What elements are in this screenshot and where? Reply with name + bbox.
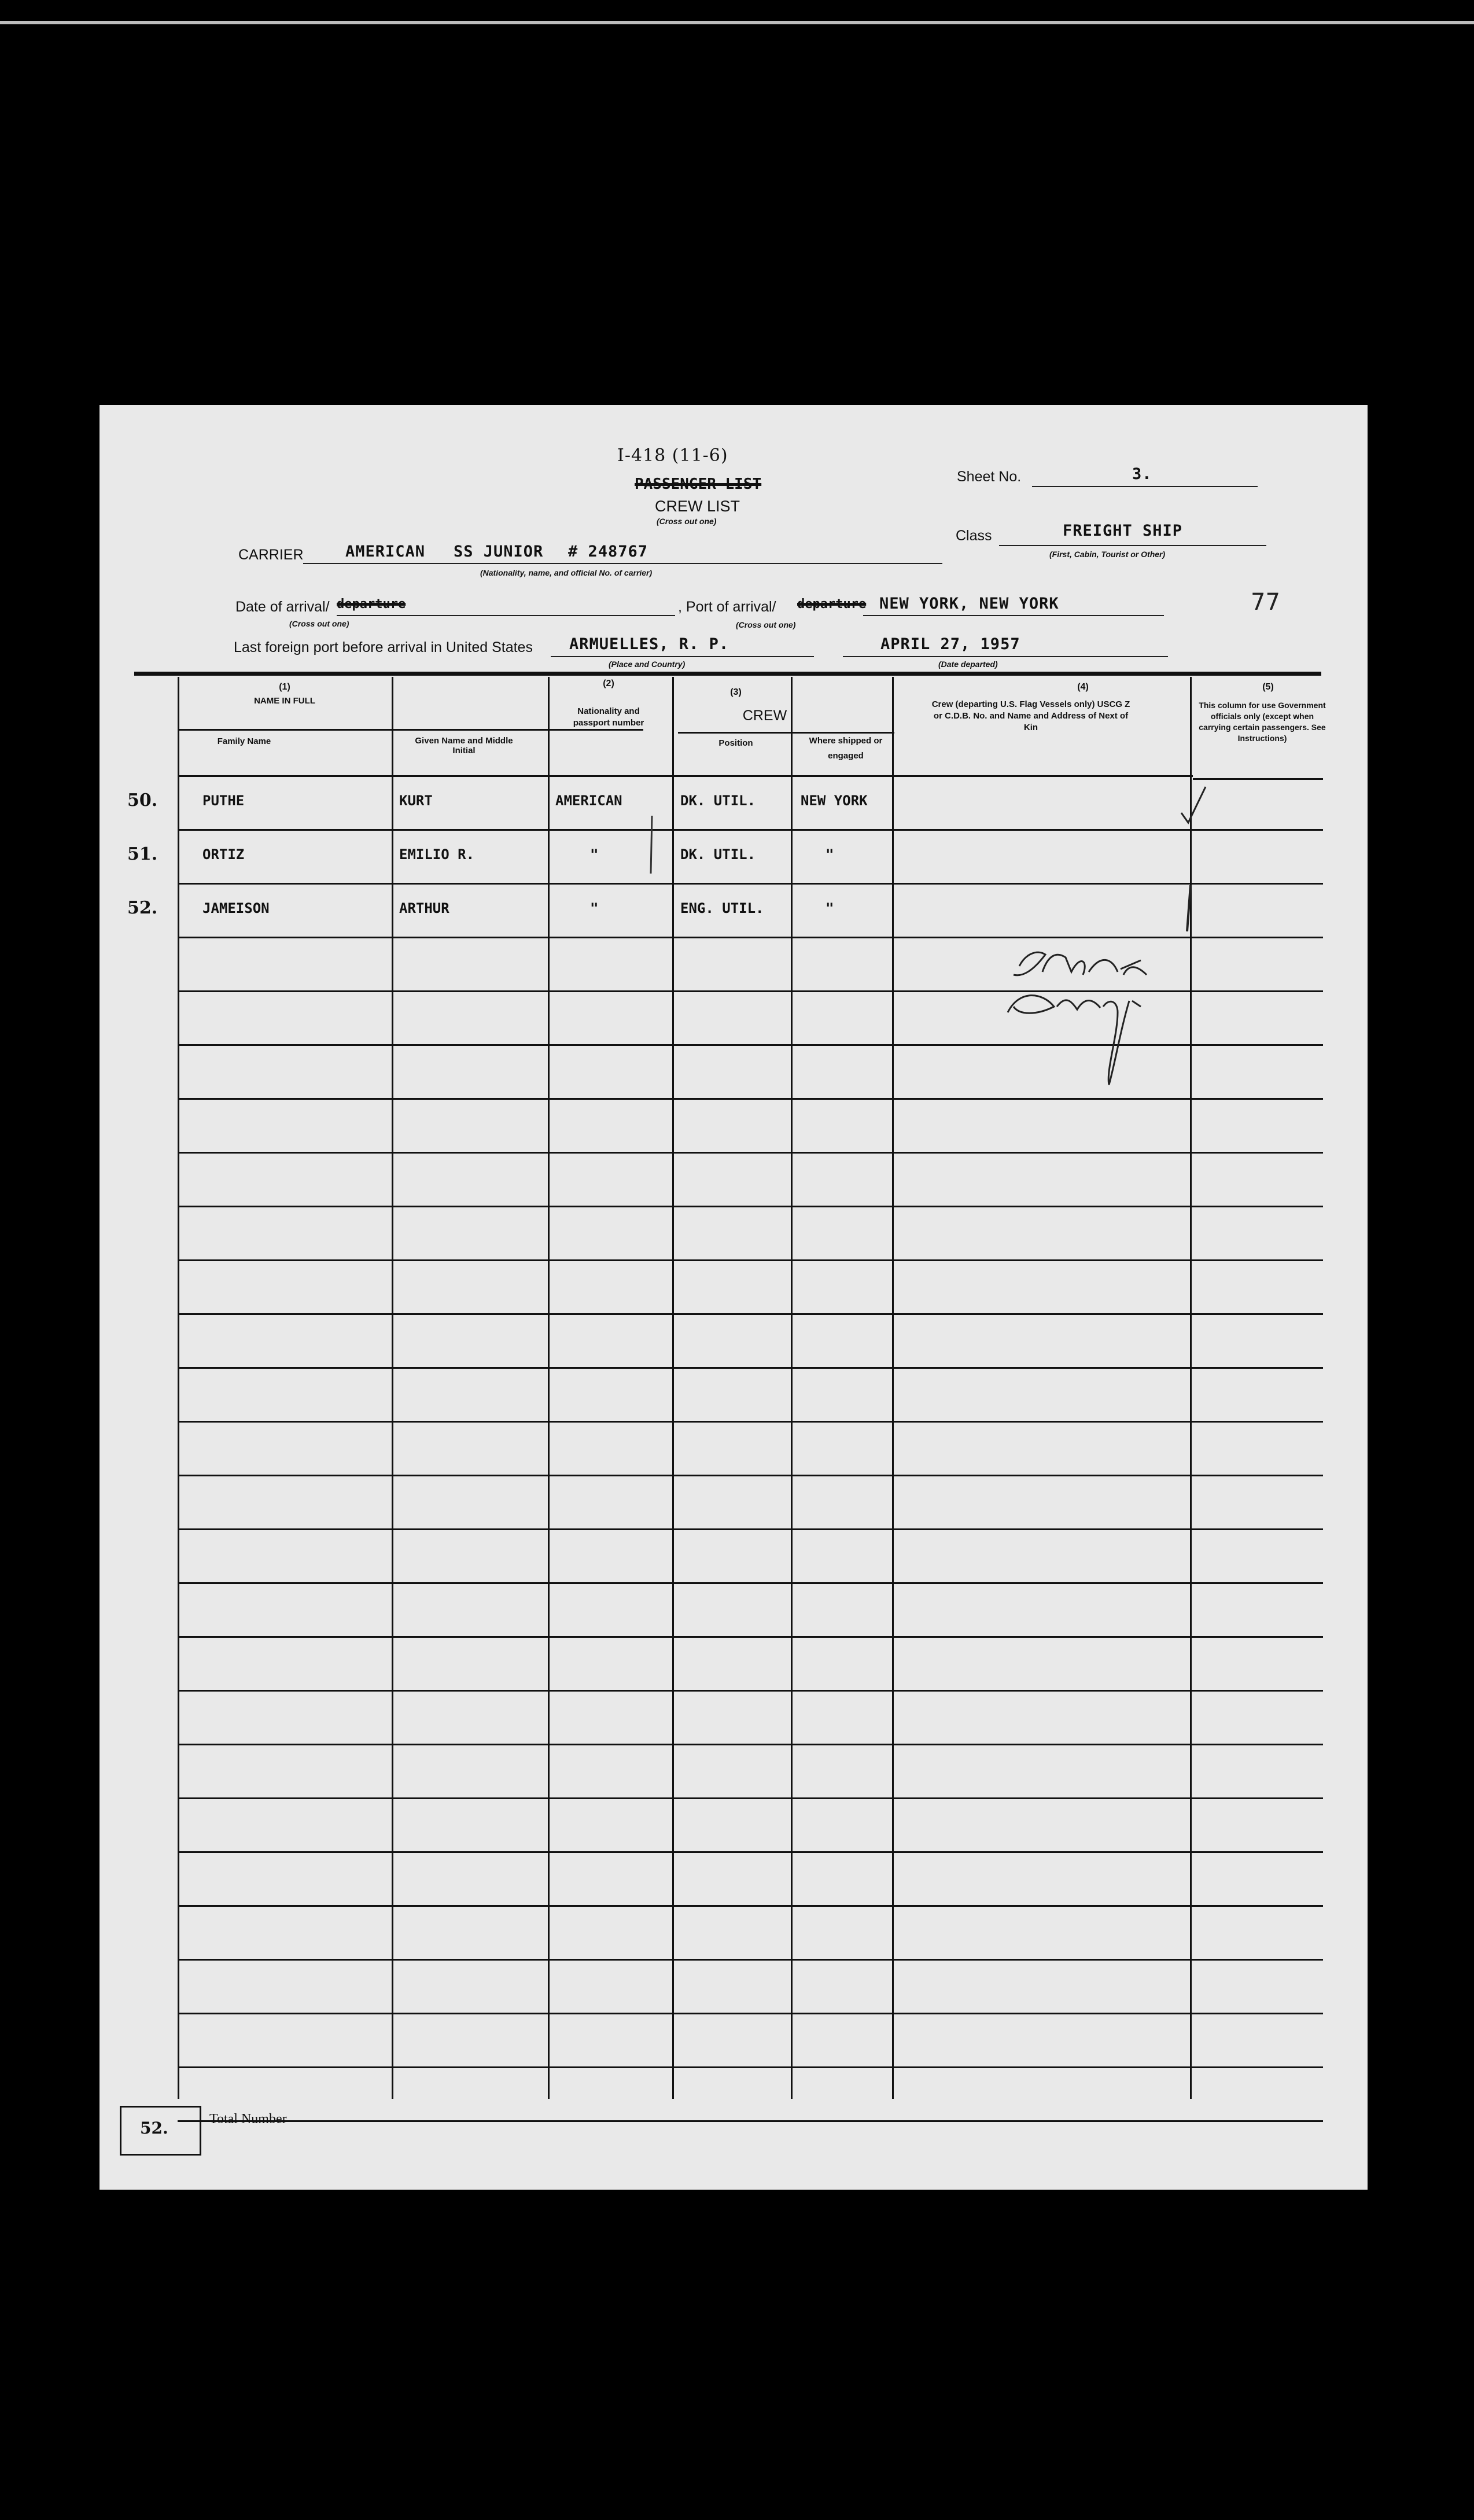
- given-name: EMILIO R.: [399, 846, 475, 863]
- class-value: FREIGHT SHIP: [1063, 522, 1183, 540]
- row-rule: [178, 1152, 1323, 1154]
- col3b-title: Where shipped or engaged: [809, 736, 883, 761]
- date-departed-caption: (Date departed): [938, 660, 998, 669]
- family-name: JAMEISON: [202, 900, 270, 916]
- carrier-name: SS JUNIOR: [454, 543, 544, 561]
- row-number: 52.: [127, 898, 158, 918]
- port-line: [863, 615, 1164, 616]
- port-departure-struck: departure: [797, 597, 867, 611]
- title-cross-out-caption: (Cross out one): [657, 517, 717, 526]
- row-rule: [178, 2120, 1323, 2122]
- col4-number: (4): [1077, 682, 1089, 692]
- form-number: I-418 (11-6): [617, 445, 728, 466]
- where-shipped: NEW YORK: [801, 793, 868, 809]
- row-rule: [178, 1313, 1323, 1315]
- family-name: PUTHE: [202, 793, 245, 809]
- class-line: [999, 545, 1266, 546]
- carrier-line: [303, 563, 942, 564]
- row-number: 50.: [127, 790, 158, 810]
- last-port-line: [551, 656, 814, 657]
- row-rule: [178, 1367, 1323, 1369]
- row-rule: [178, 1690, 1323, 1692]
- sheet-number: 3.: [1132, 465, 1152, 483]
- total-number-value: 52.: [140, 2119, 168, 2138]
- col1-title: NAME IN FULL: [254, 696, 315, 706]
- row-rule: [178, 1959, 1323, 1961]
- col3-title: CREW: [742, 708, 787, 724]
- given-name: ARTHUR: [399, 900, 449, 916]
- col2-number: (2): [603, 679, 614, 688]
- col-edge: [178, 677, 179, 2099]
- col1b-title: Given Name and Middle Initial: [415, 736, 513, 756]
- row-rule: [178, 2066, 1323, 2068]
- carrier-label: CARRIER: [238, 547, 304, 563]
- row-rule: [178, 883, 1323, 885]
- class-label: Class: [956, 528, 992, 544]
- last-port-value: ARMUELLES, R. P.: [569, 635, 729, 653]
- carrier-caption: (Nationality, name, and official No. of carrier): [480, 568, 653, 577]
- nationality: AMERICAN: [555, 793, 622, 809]
- col5-title: This column for use Government officials only (except when carrying certain passengers. See Instructions): [1199, 701, 1326, 743]
- col1-number: (1): [279, 682, 290, 692]
- position: ENG. UTIL.: [680, 900, 764, 916]
- carrier-nationality: AMERICAN: [345, 543, 426, 561]
- row-rule: [178, 1206, 1323, 1207]
- row-rule: [178, 1098, 1323, 1100]
- row-rule: [178, 829, 1323, 831]
- date-departed-value: APRIL 27, 1957: [880, 635, 1020, 653]
- row-rule: [178, 1421, 1323, 1423]
- col-divider: [672, 677, 674, 2099]
- port-arrival-label: , Port of arrival/: [678, 599, 776, 615]
- given-name: KURT: [399, 793, 433, 809]
- where-shipped: ": [826, 900, 834, 916]
- date-line: [337, 615, 675, 616]
- row-rule: [178, 1528, 1323, 1530]
- col-divider: [892, 677, 894, 2099]
- official-signature: [1002, 943, 1175, 1093]
- col2-title: Nationality and passport number: [573, 706, 644, 728]
- col-divider: [791, 677, 793, 2099]
- total-number-label: Total Number: [209, 2112, 287, 2127]
- row-rule: [178, 1475, 1323, 1476]
- row-number: 51.: [127, 844, 158, 864]
- date-departure-struck: departure: [337, 597, 406, 611]
- col3-number: (3): [730, 687, 742, 697]
- row-rule: [178, 1259, 1323, 1261]
- position: DK. UTIL.: [680, 846, 756, 863]
- row-rule: [178, 937, 1323, 938]
- checkmark-marks: [1175, 781, 1233, 943]
- header-divider: [678, 732, 894, 734]
- row-rule: [178, 1905, 1323, 1907]
- row-rule: [178, 2013, 1323, 2014]
- passport-tick-mark: [640, 793, 669, 879]
- nationality: ": [590, 900, 599, 916]
- form-title: CREW LIST: [655, 498, 740, 515]
- family-name: ORTIZ: [202, 846, 245, 863]
- header-divider: [178, 729, 643, 731]
- port-cross-out-caption: (Cross out one): [736, 620, 796, 629]
- table-top-rule: [134, 672, 1321, 676]
- row-rule: [178, 1636, 1323, 1638]
- class-caption: (First, Cabin, Tourist or Other): [1049, 550, 1166, 559]
- col3a-title: Position: [718, 738, 753, 748]
- date-departed-line: [843, 656, 1168, 657]
- col4-title: Crew (departing U.S. Flag Vessels only) USCG Z or C.D.B. No. and Name and Address of Next of Kin: [931, 699, 1130, 732]
- header-divider: [1193, 778, 1323, 780]
- port-value: NEW YORK, NEW YORK: [879, 595, 1059, 613]
- sheet-line: [1032, 486, 1258, 487]
- row-rule: [178, 1797, 1323, 1799]
- col1a-title: Family Name: [217, 736, 271, 746]
- sheet-label: Sheet No.: [957, 469, 1022, 485]
- last-port-label: Last foreign port before arrival in United States: [234, 639, 533, 655]
- date-arrival-label: Date of arrival/: [235, 599, 330, 615]
- page-number: 77: [1251, 589, 1280, 616]
- where-shipped: ": [826, 846, 834, 863]
- crew-list-form: [100, 405, 1368, 2190]
- nationality: ": [590, 846, 599, 863]
- col5-number: (5): [1262, 682, 1274, 692]
- carrier-official-no: # 248767: [568, 543, 648, 561]
- header-bottom-rule: [178, 775, 1193, 777]
- col-divider: [548, 677, 550, 2099]
- passenger-list-struck: PASSENGER LIST: [635, 476, 762, 493]
- row-rule: [178, 1744, 1323, 1745]
- row-rule: [178, 1851, 1323, 1853]
- col-divider: [392, 677, 393, 2099]
- position: DK. UTIL.: [680, 793, 756, 809]
- last-port-caption: (Place and Country): [609, 660, 686, 669]
- date-cross-out-caption: (Cross out one): [289, 619, 349, 628]
- film-edge-line: [0, 21, 1474, 24]
- row-rule: [178, 1582, 1323, 1584]
